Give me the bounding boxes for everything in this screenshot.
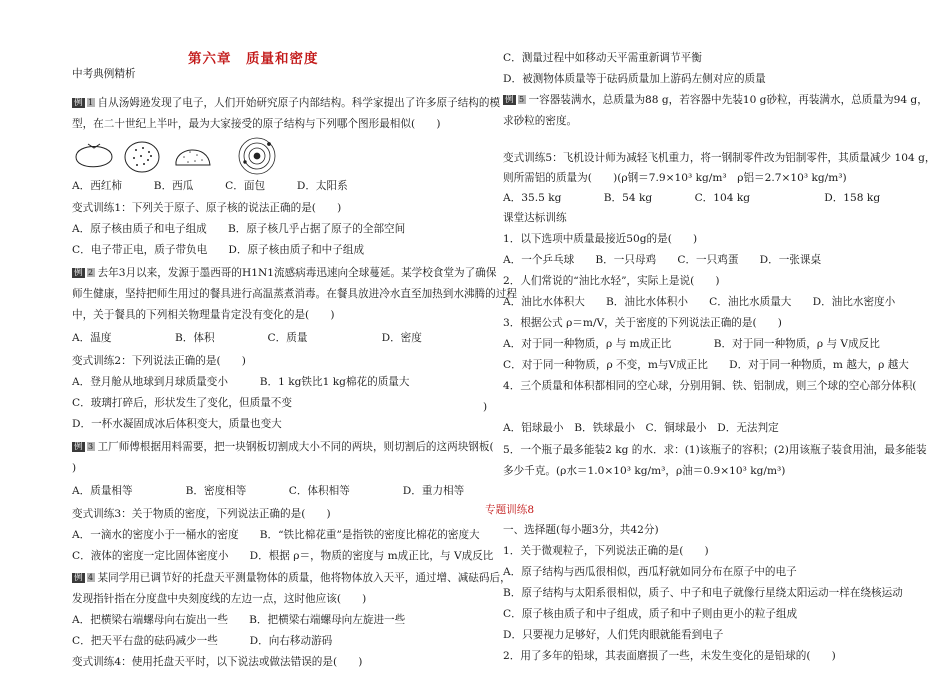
example-5-line-1: 例 5 一容器装满水，总质量为88 g，若容器中先装10 g砂粒，再装满水，总质量为94 g， <box>505 94 928 106</box>
example-tag: 例 <box>74 98 83 108</box>
example-2-line-2: 师生健康，坚持把师生用过的餐具进行高温蒸煮消毒。在餐具放进冷水直至加热到水沸腾的过程 <box>72 288 517 300</box>
s1-option-b: B．原子结构与太阳系很相似，质子、中子和电子就像行星绕太阳运动一样在绕核运动 <box>503 587 903 599</box>
q3-options-cd: C．对于同一种物质，ρ 不变，m与V成正比 D．对于同一种物质，m 越大，ρ 越大 <box>503 359 909 371</box>
variant-1-question: 变式训练1：下列关于原子、原子核的说法正确的是( ) <box>72 202 342 214</box>
variant-4-option-c: C．测量过程中如移动天平需重新调节平衡 <box>503 52 702 64</box>
example-number: 5 <box>518 95 525 104</box>
example-number: 4 <box>87 573 94 582</box>
example-tag: 例 <box>74 268 83 278</box>
example-3-line-2: ) <box>72 462 77 474</box>
special-training-heading: 专题训练8 <box>485 504 535 516</box>
variant-1-options-ab: A．原子核由质子和电子组成 B．原子核几乎占据了原子的全部空间 <box>72 223 406 235</box>
variant-4-question: 变式训练4：使用托盘天平时，以下说法或做法错误的是( ) <box>72 656 363 668</box>
variant-5-line-2: 则所需铝的质量为( )(ρ钢＝7.9×10³ kg/m³ ρ铝＝2.7×10³ kg/m³) <box>503 172 847 184</box>
chapter-title: 第六章 质量和密度 <box>188 51 319 67</box>
variant-4-option-d: D．被测物体质量等于砝码质量加上游码左侧对应的质量 <box>503 73 766 85</box>
s2-question: 2．用了多年的铅球，其表面磨损了一些，未发生变化的是铅球的( ) <box>503 650 836 662</box>
watermelon-icon <box>125 142 159 172</box>
class-practice-heading: 课堂达标训练 <box>503 212 567 224</box>
s1-option-c: C．原子核由质子和中子组成，质子和中子则由更小的粒子组成 <box>503 608 798 620</box>
variant-3-question: 变式训练3：关于物质的密度，下列说法正确的是( ) <box>72 508 331 520</box>
q4-line-2: ) <box>483 401 488 413</box>
part-1-heading: 一、选择题(每小题3分，共42分) <box>503 524 659 536</box>
q5-line-1: 5．一个瓶子最多能装2 kg 的水．求：(1)该瓶子的容积；(2)用该瓶子装食用油，最多能装 <box>503 444 927 456</box>
example-5-line-2: 求砂粒的密度。 <box>503 115 578 127</box>
variant-2-option-d: D．一杯水凝固成冰后体积变大，质量也变大 <box>72 418 282 430</box>
q2-question: 2．人们常说的“油比水轻”，实际上是说( ) <box>503 275 720 287</box>
example-3-line-1: 例 3 工厂师傅根据用料需要，把一块钢板切割成大小不同的两块，则切割后的这两块钢板( <box>74 441 494 453</box>
example-number: 2 <box>87 268 94 277</box>
variant-2-question: 变式训练2：下列说法正确的是( ) <box>72 355 246 367</box>
variant-2-options-ab: A．登月舱从地球到月球质量变小 B．1 kg铁比1 kg棉花的质量大 <box>72 376 410 388</box>
example-3-options: A．质量相等 B．密度相等 C．体积相等 D．重力相等 <box>72 485 465 497</box>
q1-question: 1．以下选项中质量最接近50g的是( ) <box>503 233 698 245</box>
tomato-icon <box>76 144 112 167</box>
variant-3-options-cd: C．液体的密度一定比固体密度小 D．根据 ρ＝，物质的密度与 m成正比，与 V成反比 <box>72 550 494 562</box>
solar-system-icon <box>239 138 275 174</box>
variant-3-options-ab: A．一滴水的密度小于一桶水的密度 B．“铁比棉花重”是指铁的密度比棉花的密度大 <box>72 529 480 541</box>
example-2-line-1: 例 2 去年3月以来，发源于墨西哥的H1N1流感病毒迅速向全球蔓延。某学校食堂为了确保 <box>74 267 497 279</box>
example-number: 3 <box>87 442 94 451</box>
q4-line-1: 4．三个质量和体积都相同的空心球，分别用铜、铁、铝制成，则三个球的空心部分体积( <box>503 380 917 392</box>
s1-option-d: D．只要视力足够好，人们凭肉眼就能看到电子 <box>503 629 724 641</box>
example-1-line-2: 型，在二十世纪上半叶，最为大家接受的原子结构与下列哪个图形最相似( ) <box>72 118 441 130</box>
q1-options: A．一个乒乓球 B．一只母鸡 C．一只鸡蛋 D．一张课桌 <box>503 254 822 266</box>
variant-1-options-cd: C．电子带正电，质子带负电 D．原子核由质子和中子组成 <box>72 244 365 256</box>
variant-5-options: A．35.5 kg B．54 kg C．104 kg D．158 kg <box>503 192 881 204</box>
example-4-line-1: 例 4 某同学用已调节好的托盘天平测量物体的质量，他将物体放入天平，通过增、减砝码后， <box>74 572 511 584</box>
example-2-line-3: 中，关于餐具的下列相关物理量肯定没有变化的是( ) <box>72 309 335 321</box>
example-4-options-ab: A．把横梁右端螺母向右旋出一些 B．把横梁右端螺母向左旋进一些 <box>72 614 406 626</box>
example-1-options: A．西红柿 B．西瓜 C．面包 D．太阳系 <box>72 180 348 192</box>
q5-line-2: 多少千克。(ρ水＝1.0×10³ kg/m³，ρ油＝0.9×10³ kg/m³) <box>503 465 786 477</box>
example-4-options-cd: C．把天平右盘的砝码减少一些 D．向右移动游码 <box>72 635 333 647</box>
example-1-line-1: 例 1 自从汤姆逊发现了电子，人们开始研究原子内部结构。科学家提出了许多原子结构的模 <box>74 97 501 109</box>
s1-question: 1．关于微观粒子，下列说法正确的是( ) <box>503 545 709 557</box>
example-tag: 例 <box>74 573 83 583</box>
s1-option-a: A．原子结构与西瓜很相似，西瓜籽就如同分布在原子中的电子 <box>503 566 797 578</box>
atom-model-figures <box>72 135 287 177</box>
variant-2-option-c: C．玻璃打碎后，形状发生了变化，但质量不变 <box>72 397 292 409</box>
section-heading: 中考典例精析 <box>72 68 136 80</box>
example-number: 1 <box>87 98 94 107</box>
example-4-line-2: 发现指针指在分度盘中央刻度线的左边一点，这时他应该( ) <box>72 593 367 605</box>
example-tag: 例 <box>505 95 514 105</box>
variant-5-line-1: 变式训练5：飞机设计师为减轻飞机重力，将一钢制零件改为铝制零件，其质量减少 104 g， <box>503 152 936 164</box>
bread-icon <box>176 150 210 165</box>
q4-options: A．铝球最小 B．铁球最小 C．铜球最小 D．无法判定 <box>503 422 779 434</box>
q3-options-ab: A．对于同一种物质，ρ 与 m成正比 B．对于同一种物质，ρ 与 V成反比 <box>503 338 880 350</box>
q2-options: A．油比水体积大 B．油比水体积小 C．油比水质量大 D．油比水密度小 <box>503 296 896 308</box>
example-2-options: A．温度 B．体积 C．质量 D．密度 <box>72 332 422 344</box>
example-tag: 例 <box>74 442 83 452</box>
q3-question: 3．根据公式 ρ＝m/V，关于密度的下列说法正确的是( ) <box>503 317 782 329</box>
